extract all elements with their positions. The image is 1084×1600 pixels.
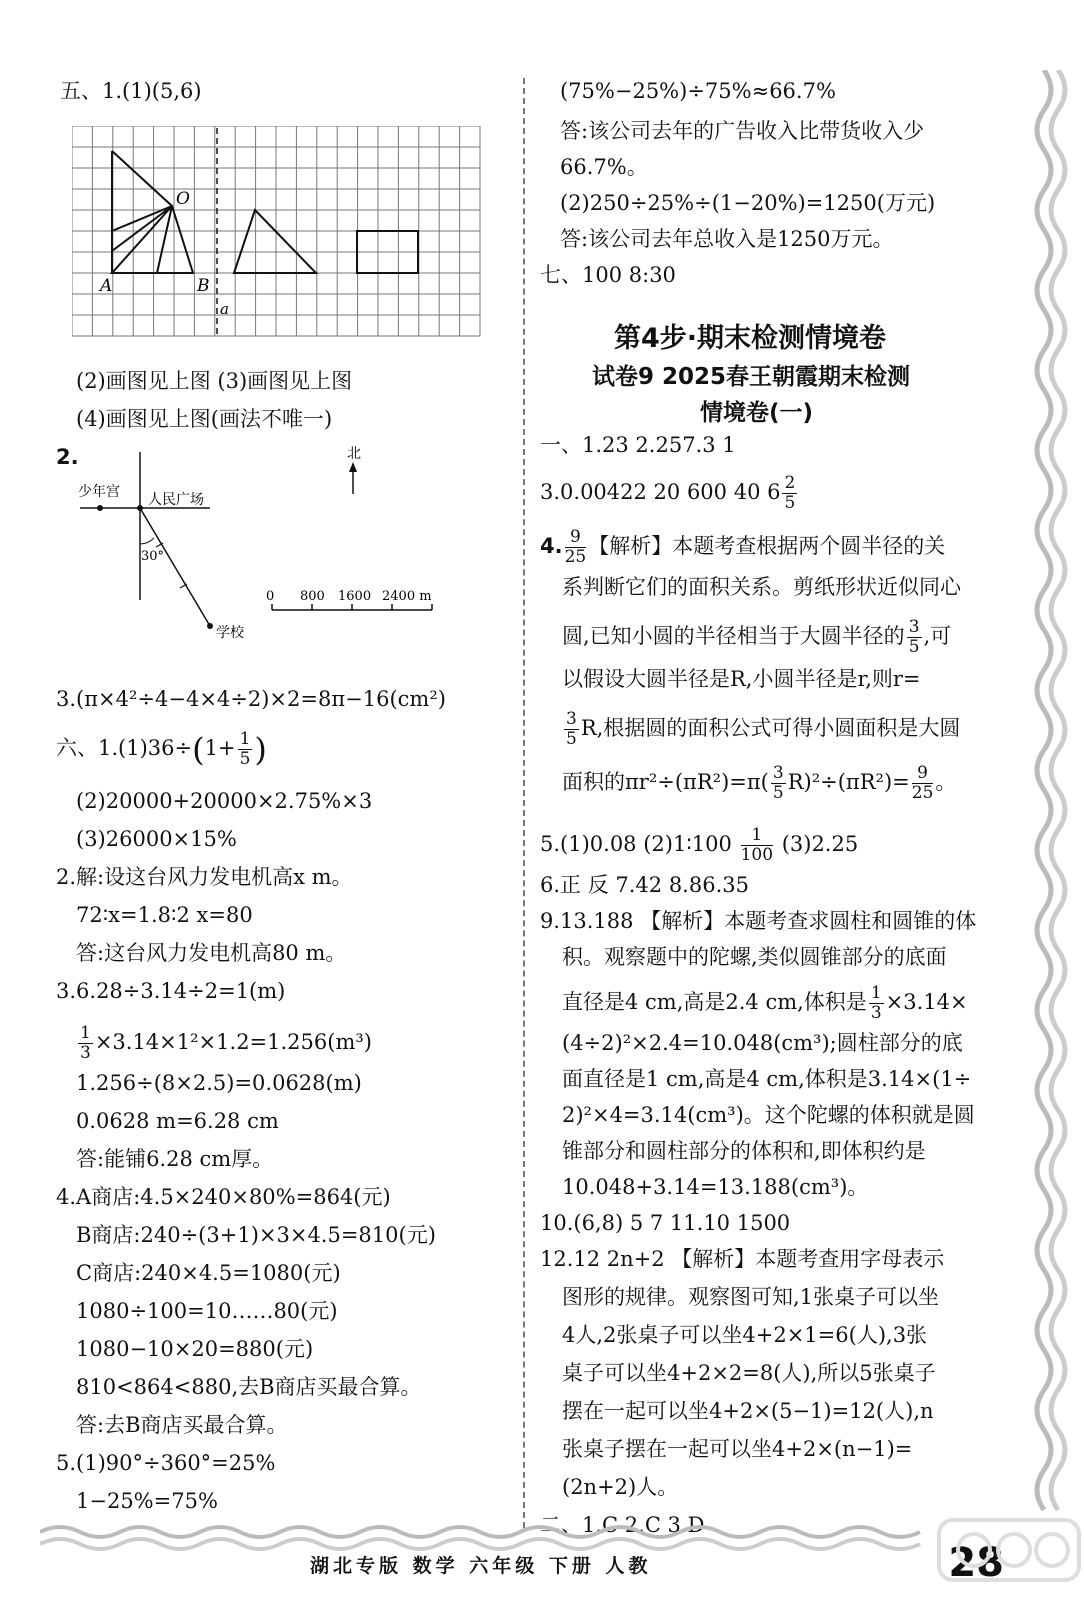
ans-1-9: 9.13.188 【解析】本题考查求圆柱和圆锥的体 <box>540 909 977 933</box>
answer-6-3-d: 0.0628 m=6.28 cm <box>76 1109 279 1133</box>
answer-6-4-e: 1080−10×20=880(元) <box>76 1337 314 1361</box>
ans-1-12-c: 4人,2张桌子可以坐4+2×1=6(人),3张 <box>562 1323 928 1347</box>
ans-1-9-h: 10.048+3.14=13.188(cm³)。 <box>562 1175 869 1199</box>
answer-5-1-2: (2)画图见上图 (3)画图见上图 <box>76 369 353 393</box>
school-label: 学校 <box>216 625 244 641</box>
ans-1-5: 5.(1)0.08 (2)1∶100 $\frac{1}{100}$ (3)2.25 <box>540 825 859 865</box>
north-label: 北 <box>347 446 361 462</box>
answer-6-3-e: 答:能铺6.28 cm厚。 <box>76 1147 274 1171</box>
answer-6-4-d: 1080÷100=10……80(元) <box>76 1299 338 1323</box>
ans-1-9-c: 直径是4 cm,高是2.4 cm,体积是 $\frac{1}{3}$ ×3.14× <box>562 983 968 1023</box>
r-line-3: 66.7%。 <box>560 155 648 179</box>
answer-6-4-g: 答:去B商店买最合算。 <box>76 1413 288 1437</box>
footer-text: 湖北专版 数学 六年级 下册 人教 <box>310 1555 652 1577</box>
point-a-label: A <box>100 276 113 296</box>
peoples-square-label: 人民广场 <box>148 492 204 508</box>
point-o-label: O <box>176 189 190 209</box>
r-line-4: (2)250÷25%÷(1−20%)=1250(万元) <box>560 191 936 215</box>
triangle-shapes <box>112 151 418 273</box>
answer-6-3-c: 1.256÷(8×2.5)=0.0628(m) <box>76 1071 362 1095</box>
ans-1-4-b: 系判断它们的面积关系。剪纸形状近似同心 <box>562 575 961 599</box>
answer-6-5-a: 5.(1)90°÷360°=25% <box>56 1451 276 1475</box>
exam-subtitle: 情境卷(一) <box>700 400 814 426</box>
map-figure <box>70 440 450 650</box>
scale-800: 800 <box>300 589 325 604</box>
angle-label: 30° <box>141 549 165 564</box>
ans-1-12-d: 桌子可以坐4+2×2=8(人),所以5张桌子 <box>562 1361 936 1385</box>
ans-2: 二、1.C 2.C 3.D <box>540 1513 705 1537</box>
ans-1-4-f: 面积的πr²÷(πR²)=π( $\frac{3}{5}$ R)²÷(πR²)= $\frac{9}{25}$ 。 <box>562 763 957 803</box>
ans-1-3: 3.0.00422 20 600 40 6 $\frac{2}{5}$ <box>540 473 796 513</box>
section-heading: 第4步·期末检测情境卷 <box>614 323 887 354</box>
youth-palace-label: 少年宫 <box>78 484 120 500</box>
axis-a-label: a <box>220 300 229 318</box>
ans-1-6: 6.正 反 7.42 8.86.35 <box>540 873 749 897</box>
answer-5-1-4: (4)画图见上图(画法不唯一) <box>76 407 333 431</box>
r-line-6: 七、100 8:30 <box>540 263 676 287</box>
ans-1-4-d: 以假设大圆半径是R,小圆半径是r,则r= <box>562 667 921 691</box>
answer-5-2: 2. <box>56 445 79 469</box>
page-number: 28 <box>948 1540 1004 1586</box>
answer-6-1-3: (3)26000×15% <box>76 827 237 851</box>
answer-6-2: 2.解:设这台风力发电机高x m。 <box>56 865 353 889</box>
r-line-1: (75%−25%)÷75%≈66.7% <box>560 79 836 103</box>
r-line-5: 答:该公司去年总收入是1250万元。 <box>560 227 894 251</box>
scale-1600: 1600 <box>338 589 372 604</box>
north-arrow-icon <box>349 462 357 472</box>
answer-6-4-b: B商店:240÷(3+1)×3×4.5=810(元) <box>76 1223 436 1247</box>
answer-6-1-2: (2)20000+20000×2.75%×3 <box>76 789 373 813</box>
ans-1-4-c: 圆,已知小圆的半径相当于大圆半径的 $\frac{3}{5}$ ,可 <box>562 617 952 657</box>
answer-6-4-c: C商店:240×4.5=1080(元) <box>76 1261 341 1285</box>
ans-1-12-e: 摆在一起可以坐4+2×(5−1)=12(人),n <box>562 1399 934 1423</box>
ans-1-9-g: 锥部分和圆柱部分的体积和,即体积约是 <box>562 1139 926 1163</box>
answer-5-3: 3.(π×4²÷4−4×4÷2)×2=8π−16(cm²) <box>56 687 446 711</box>
ans-1-10: 10.(6,8) 5 7 11.10 1500 <box>540 1211 791 1235</box>
right-wave-decoration <box>1024 70 1084 1530</box>
ans-1-9-b: 积。观察题中的陀螺,类似圆锥部分的底面 <box>562 945 947 969</box>
answer-6-4-f: 810<864<880,去B商店买最合算。 <box>76 1375 422 1399</box>
ans-1-9-d: (4÷2)²×2.4=10.048(cm³);圆柱部分的底 <box>562 1031 963 1055</box>
exam-title: 试卷9 2025春王朝霞期末检测 <box>592 364 911 390</box>
ans-1-12: 12.12 2n+2 【解析】本题考查用字母表示 <box>540 1247 945 1271</box>
grid-figure <box>72 126 482 338</box>
answer-6-4-a: 4.A商店:4.5×240×80%=864(元) <box>56 1185 391 1209</box>
ans-1-9-f: 2)²×4=3.14(cm³)。这个陀螺的体积就是圆 <box>562 1103 975 1127</box>
ans-1-12-f: 张桌子摆在一起可以坐4+2×(n−1)= <box>562 1437 913 1461</box>
bottom-wave-decoration <box>40 1522 940 1552</box>
ans-1-1: 一、1.23 2.257.3 1 <box>540 433 736 457</box>
scale-2400: 2400 m <box>382 589 432 604</box>
answer-6-3: 3.6.28÷3.14÷2=1(m) <box>56 979 286 1003</box>
ans-1-4-e: $\frac{3}{5}$ R,根据圆的面积公式可得小圆面积是大圆 <box>566 709 961 749</box>
watermark-logo <box>934 1500 1084 1600</box>
ans-1-4: 4. $\frac{9}{25}$ 【解析】本题考查根据两个圆半径的关 <box>540 527 946 567</box>
answer-6-5-b: 1−25%=75% <box>76 1489 218 1513</box>
answer-6-2-eq: 72∶x=1.8∶2 x=80 <box>76 903 253 927</box>
column-divider <box>523 78 525 1528</box>
point-b-label: B <box>197 276 210 296</box>
ans-1-12-g: (2n+2)人。 <box>562 1475 679 1499</box>
ans-1-9-e: 面直径是1 cm,高是4 cm,体积是3.14×(1÷ <box>562 1067 972 1091</box>
ans-1-12-b: 图形的规律。观察图可知,1张桌子可以坐 <box>562 1285 940 1309</box>
answer-6-1-1: 六、1.(1)36÷(1+ $\frac{1}{5}$ ) <box>56 729 267 769</box>
scale-0: 0 <box>266 589 275 604</box>
answer-5-1: 五、1.(1)(5,6) <box>60 79 202 103</box>
answer-6-2-ans: 答:这台风力发电机高80 m。 <box>76 941 347 965</box>
answer-6-3-b: $\frac{1}{3}$ ×3.14×1²×1.2=1.256(m³) <box>80 1023 372 1063</box>
r-line-2: 答:该公司去年的广告收入比带货收入少 <box>560 119 925 143</box>
